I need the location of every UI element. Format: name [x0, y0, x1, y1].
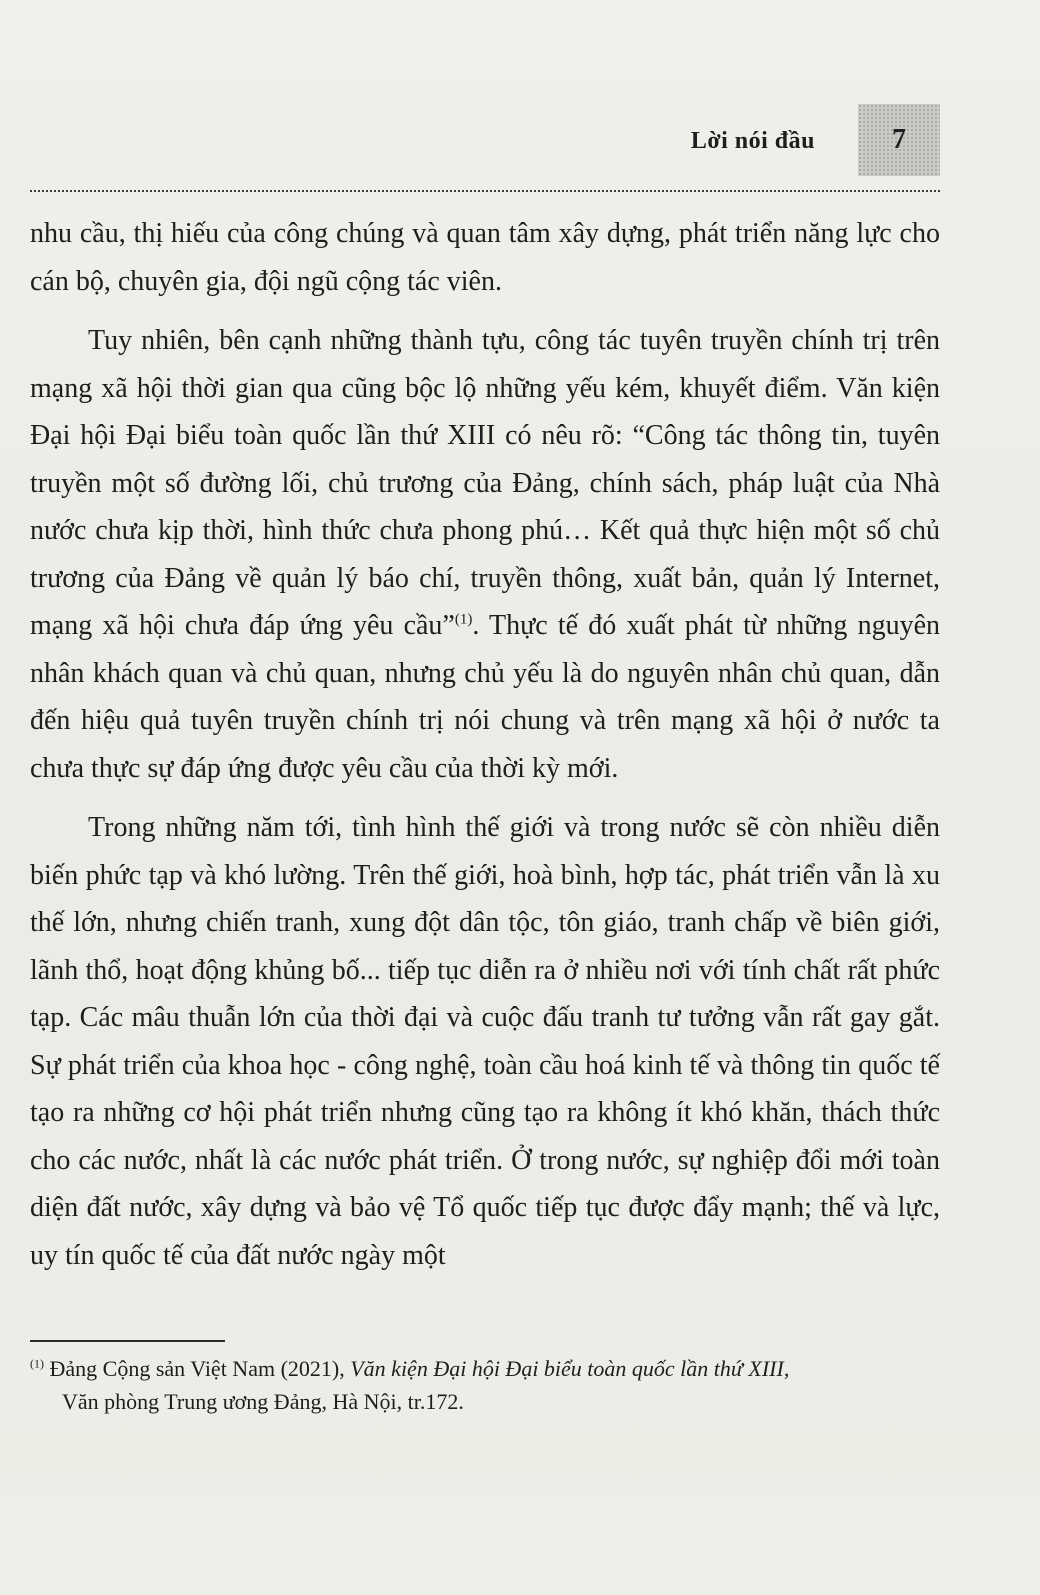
body-text — [30, 210, 940, 1291]
footnote-rule — [30, 1340, 225, 1342]
footnote-comma: , — [783, 1356, 790, 1381]
page-number-box — [858, 104, 940, 176]
paragraph-2 — [30, 317, 940, 792]
section-title: Lời nói đầu — [690, 128, 815, 154]
header-dotted-rule — [30, 190, 940, 192]
footnote-mark: (1) — [30, 1356, 44, 1371]
footnote — [30, 1352, 940, 1418]
paragraph-2-continuation: . Thực tế đó xuất phát từ những nguyên nhân khách quan và chủ quan, nhưng chủ yếu là do nguyên nhân chủ quan, dẫn đến hiệu quả tuyên truyền chính trị nói chung và trên mạng xã hội ở nước ta chưa thực sự đáp ứng được yêu cầu của thời kỳ mới. — [30, 610, 940, 784]
footnote-reference: (1) — [454, 611, 473, 628]
paragraph-1: nhu cầu, thị hiếu của công chúng và quan tâm xây dựng, phát triển năng lực cho cán bộ, chuyên gia, đội ngũ cộng tác viên. — [30, 218, 940, 297]
footnote-publisher: Văn phòng Trung ương Đảng, Hà Nội, tr.172. — [62, 1389, 464, 1414]
footnote-author: Đảng Cộng sản Việt Nam (2021), — [44, 1356, 351, 1381]
paragraph-3: Trong những năm tới, tình hình thế giới và trong nước sẽ còn nhiều diễn biến phức tạp và khó lường. Trên thế giới, hoà bình, hợp tác, phát triển vẫn là xu thế lớn, nhưng chiến tranh, xung đột dân tộc, tôn giáo, tranh chấp về biên giới, lãnh thổ, hoạt động khủng bố... tiếp tục diễn ra ở nhiều nơi với tính chất rất phức tạp. Các mâu thuẫn lớn của thời đại và cuộc đấu tranh tư tưởng vẫn rất gay gắt. Sự phát triển của khoa học - công nghệ, toàn cầu hoá kinh tế và thông tin quốc tế tạo ra những cơ hội phát triển nhưng cũng tạo ra không ít khó khăn, thách thức cho các nước, nhất là các nước phát triển. Ở trong nước, sự nghiệp đổi mới toàn diện đất nước, xây dựng và bảo vệ Tổ quốc tiếp tục được đẩy mạnh; thế và lực, uy tín quốc tế của đất nước ngày một — [30, 812, 940, 1271]
footnote-title: Văn kiện Đại hội Đại biểu toàn quốc lần thứ XIII — [350, 1356, 784, 1381]
paragraph-2-text: Tuy nhiên, bên cạnh những thành tựu, công tác tuyên truyền chính trị trên mạng xã hội thời gian qua cũng bộc lộ những yếu kém, khuyết điểm. Văn kiện Đại hội Đại biểu toàn quốc lần thứ XIII có nêu rõ: “Công tác thông tin, tuyên truyền một số đường lối, chủ trương của Đảng, chính sách, pháp luật của Nhà nước chưa kịp thời, hình thức chưa phong phú… Kết quả thực hiện một số chủ trương của Đảng về quản lý báo chí, truyền thông, xuất bản, quản lý Internet, mạng xã hội chưa đáp ứng yêu cầu” — [30, 325, 940, 641]
page-number: 7 — [892, 124, 906, 155]
page-header — [30, 100, 940, 192]
